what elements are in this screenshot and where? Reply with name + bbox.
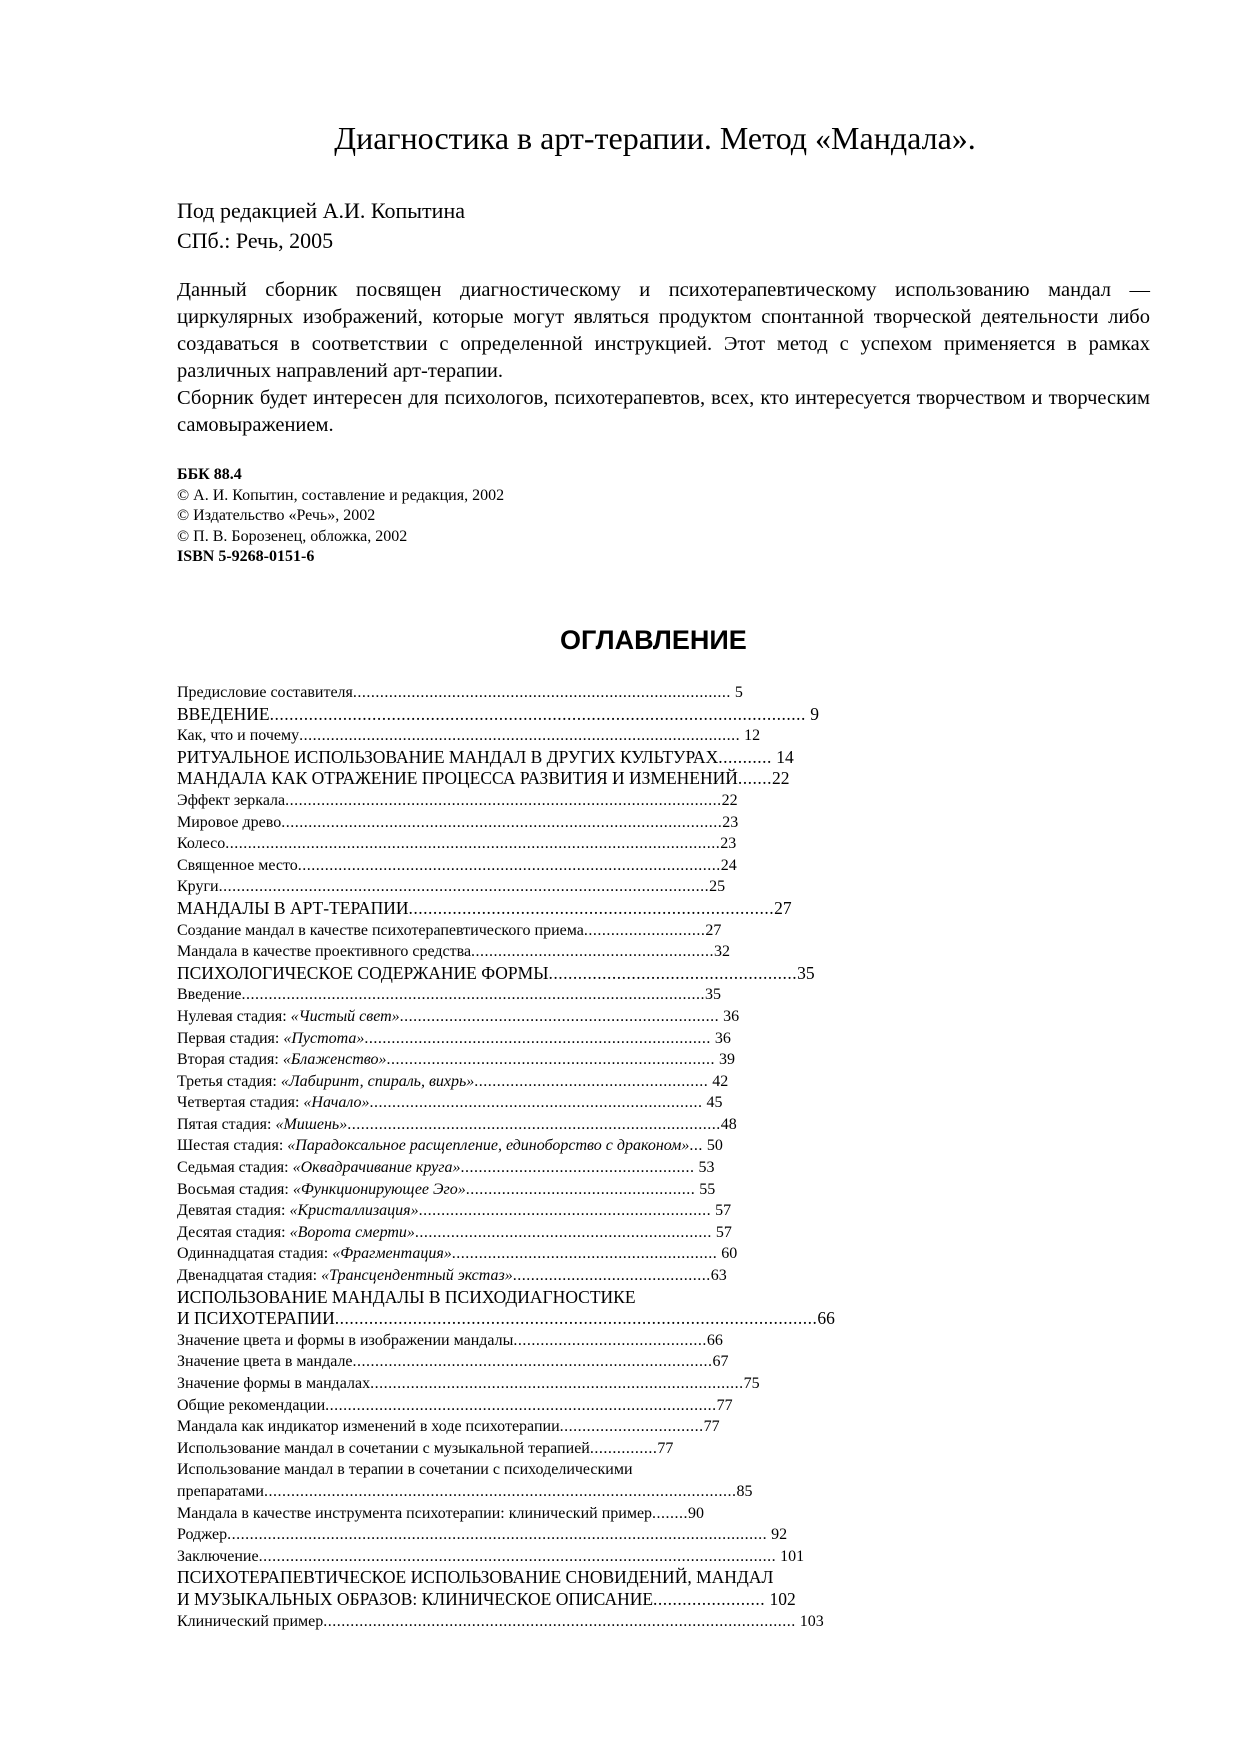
toc-entry-title: препаратами — [177, 1482, 264, 1500]
toc-entry[interactable] — [177, 963, 1137, 985]
toc-entry-title: Шестая стадия: — [177, 1137, 288, 1155]
toc-page-number: 22 — [721, 791, 738, 809]
toc-leader-dots: ............... — [589, 1439, 658, 1457]
toc-entry-title: Создание мандал в качестве психотерапевтического приема — [177, 921, 584, 939]
toc-entry-title-italic: «Оквадрачивание круга» — [292, 1159, 461, 1177]
toc-leader-dots: .......................................................................... — [369, 1094, 703, 1112]
toc-leader-dots: .............................................................................................................. — [225, 835, 721, 853]
toc-entry[interactable] — [177, 1416, 1137, 1438]
toc-entry-title: Круги — [177, 878, 219, 896]
copyright-line: © Издательство «Речь», 2002 — [177, 507, 376, 524]
toc-leader-dots: ................................ — [559, 1418, 704, 1436]
toc-leader-dots: .................................................... — [474, 1072, 709, 1090]
toc-page-number: 50 — [702, 1137, 723, 1155]
toc-leader-dots: ............................................................................................................. — [218, 878, 710, 896]
toc-page-number: 24 — [720, 856, 737, 874]
toc-entry[interactable] — [177, 1567, 1137, 1610]
toc-entry[interactable] — [177, 768, 1137, 790]
toc-entry[interactable] — [177, 1459, 1137, 1502]
toc-entry[interactable] — [177, 984, 1137, 1006]
toc-page-number: 39 — [715, 1051, 736, 1069]
copyright-line: © А. И. Копытин, составление и редакция, 2002 — [177, 486, 505, 504]
toc-page-number: 102 — [765, 1588, 796, 1609]
toc-page-number: 23 — [722, 813, 739, 831]
toc-entry-title: Роджер — [177, 1526, 228, 1544]
toc-page-number: 77 — [716, 1396, 733, 1414]
toc-heading: ОГЛАВЛЕНИЕ — [560, 625, 747, 655]
toc-page-number: 77 — [703, 1418, 720, 1436]
toc-page-number: 36 — [710, 1029, 731, 1047]
toc-entry-title: Предисловие составителя — [177, 684, 353, 701]
toc-leader-dots: ........................................................................................................................ — [227, 1526, 768, 1544]
toc-entry[interactable] — [177, 1114, 1137, 1136]
toc-page-number: 101 — [776, 1547, 805, 1565]
toc-entry[interactable] — [177, 682, 1137, 704]
toc-leader-dots: ........................................................................... — [408, 897, 775, 918]
toc-page-number: 23 — [720, 835, 737, 853]
toc-entry-title-italic: «Кристаллизация» — [289, 1202, 419, 1220]
toc-leader-dots: ................................................................................................................... — [258, 1547, 777, 1565]
toc-entry[interactable] — [177, 1611, 1137, 1633]
toc-entry[interactable] — [177, 855, 1137, 877]
toc-page-number: 75 — [743, 1375, 760, 1392]
toc-leader-dots: ......................................................................... — [386, 1051, 716, 1069]
toc-leader-dots: ....................................................................................... — [325, 1396, 717, 1414]
toc-entry-title: Священное место — [177, 856, 298, 874]
toc-leader-dots: ................................................................................................. — [285, 791, 722, 809]
toc-page-number: 35 — [797, 962, 815, 983]
toc-leader-dots: ........... — [718, 746, 772, 767]
toc-entry-title: Мандала в качестве проективного средства — [177, 943, 472, 961]
toc-leader-dots: ........................................... — [513, 1331, 707, 1349]
toc-entry-title-italic: «Лабиринт, спираль, вихрь» — [280, 1072, 475, 1090]
toc-entry-title-italic: «Ворота смерти» — [289, 1223, 415, 1241]
toc-page-number: 92 — [767, 1526, 788, 1544]
toc-leader-dots: ....................................................................................................... — [241, 986, 705, 1004]
toc-entry-title: Вторая стадия: — [177, 1051, 283, 1069]
toc-page-number: 77 — [657, 1439, 674, 1457]
toc-page-number: 57 — [711, 1223, 732, 1241]
abstract-paragraph: Сборник будет интересен для психологов, психотерапевтов, всех, кто интересуется творчеством и творческим самовыражением. — [177, 387, 1150, 436]
toc-page-number: 9 — [805, 703, 820, 724]
toc-entry-title: Мандала как индикатор изменений в ходе психотерапии — [177, 1418, 560, 1436]
toc-entry-title-italic: «Функционирующее Эго» — [292, 1180, 466, 1198]
toc-page-number: 67 — [712, 1353, 729, 1371]
toc-entry-title: Десятая стадия: — [177, 1223, 290, 1241]
toc-page-number: 57 — [711, 1202, 732, 1220]
toc-entry[interactable] — [177, 1071, 1137, 1093]
toc-entry[interactable] — [177, 1135, 1137, 1157]
toc-leader-dots: ................................................................................... — [370, 1375, 744, 1392]
toc-entry-title: Девятая стадия: — [177, 1202, 290, 1220]
toc-leader-dots: ........ — [652, 1504, 689, 1522]
toc-entry[interactable] — [177, 1006, 1137, 1028]
toc-leader-dots: .............................................................................................. — [297, 856, 721, 874]
toc-entry[interactable] — [177, 1287, 1137, 1330]
toc-entry-title: И ПСИХОТЕРАПИИ — [177, 1308, 335, 1329]
book-title: Диагностика в арт-терапии. Метод «Мандала». — [334, 120, 976, 156]
toc-entry-title: Как, что и почему — [177, 727, 300, 745]
toc-leader-dots: ............................................ — [512, 1267, 711, 1285]
toc-page-number: 32 — [714, 943, 731, 961]
toc-entry-title: Значение цвета в мандале — [177, 1353, 353, 1371]
toc-entry-title: Пятая стадия: — [177, 1115, 276, 1133]
toc-page-number: 14 — [771, 746, 794, 767]
toc-page-number: 48 — [720, 1115, 737, 1133]
toc-page-number: 22 — [772, 768, 790, 789]
toc-entry[interactable] — [177, 812, 1137, 834]
toc-entry[interactable] — [177, 790, 1137, 812]
toc-entry-title: Третья стадия: — [177, 1072, 281, 1090]
toc-entry-title-italic: «Трансцендентный экстаз» — [321, 1267, 513, 1285]
toc-entry[interactable] — [177, 876, 1137, 898]
toc-entry[interactable] — [177, 1049, 1137, 1071]
toc-page-number: 45 — [702, 1094, 723, 1112]
toc-entry-title: Колесо — [177, 835, 226, 853]
toc-page-number: 55 — [695, 1180, 716, 1198]
toc-entry[interactable] — [177, 704, 1137, 726]
toc-entry-title: Седьмая стадия: — [177, 1159, 293, 1177]
toc-entry-title: ПСИХОТЕРАПЕВТИЧЕСКОЕ ИСПОЛЬЗОВАНИЕ СНОВИДЕНИЙ, МАНДАЛ — [177, 1567, 774, 1588]
abstract — [177, 277, 1150, 439]
toc-page-number: 53 — [694, 1159, 715, 1177]
toc-entry[interactable] — [177, 1265, 1137, 1287]
toc-page-number: 35 — [705, 986, 721, 1004]
toc-entry-title: Значение цвета и формы в изображении мандалы — [177, 1331, 514, 1349]
toc-page-number: 12 — [740, 727, 761, 745]
toc-leader-dots: ...................................................... — [471, 943, 715, 961]
toc-leader-dots: .................................................................................................. — [299, 727, 741, 745]
toc-entry[interactable] — [177, 747, 1137, 769]
table-of-contents — [177, 682, 1137, 1632]
publisher-line: СПб.: Речь, 2005 — [177, 228, 334, 253]
toc-entry-title: Четвертая стадия: — [177, 1094, 304, 1112]
toc-entry-title: ИСПОЛЬЗОВАНИЕ МАНДАЛЫ В ПСИХОДИАГНОСТИКЕ — [177, 1286, 636, 1307]
toc-entry[interactable] — [177, 941, 1137, 963]
toc-leader-dots: ......................................................................................................... — [323, 1612, 796, 1630]
toc-page-number: 90 — [688, 1504, 705, 1522]
toc-entry[interactable] — [177, 1546, 1137, 1568]
editor-line: Под редакцией А.И. Копытина — [177, 198, 465, 223]
toc-leader-dots: ... — [689, 1137, 703, 1155]
toc-leader-dots: .................................................... — [460, 1159, 695, 1177]
toc-leader-dots: .................................................................. — [414, 1223, 712, 1241]
toc-leader-dots: ................................................... — [465, 1180, 696, 1198]
toc-entry-title: Эффект зеркала — [177, 791, 286, 809]
toc-entry[interactable] — [177, 1157, 1137, 1179]
toc-leader-dots: ............................................................................. — [364, 1029, 711, 1047]
isbn: ISBN 5-9268-0151-6 — [177, 548, 315, 565]
toc-entry-title: МАНДАЛА КАК ОТРАЖЕНИЕ ПРОЦЕССА РАЗВИТИЯ И ИЗМЕНЕНИЙ — [177, 768, 738, 789]
toc-entry[interactable] — [177, 1222, 1137, 1244]
toc-entry-title: Использование мандал в сочетании с музыкальной терапией — [177, 1439, 590, 1457]
toc-entry-title-italic: «Начало» — [303, 1094, 370, 1112]
toc-entry-title: И МУЗЫКАЛЬНЫХ ОБРАЗОВ: КЛИНИЧЕСКОЕ ОПИСАНИЕ — [177, 1588, 654, 1609]
toc-leader-dots: ....................................................................... — [399, 1007, 720, 1025]
toc-leader-dots: ........................... — [583, 921, 706, 939]
toc-entry[interactable] — [177, 1351, 1137, 1373]
toc-entry[interactable] — [177, 920, 1137, 942]
toc-entry-title: Двенадцатая стадия: — [177, 1267, 322, 1285]
toc-entry-title: РИТУАЛЬНОЕ ИСПОЛЬЗОВАНИЕ МАНДАЛ В ДРУГИХ КУЛЬТУРАХ — [177, 746, 719, 767]
toc-entry-title: Заключение — [177, 1547, 259, 1565]
toc-entry-title-italic: «Блаженство» — [282, 1051, 387, 1069]
toc-entry-title: Значение формы в мандалах — [177, 1375, 371, 1392]
toc-entry[interactable] — [177, 1243, 1137, 1265]
toc-page-number: 27 — [774, 897, 792, 918]
toc-entry-title-italic: «Фрагментация» — [332, 1245, 452, 1263]
toc-leader-dots: ................................................................................................... — [334, 1308, 818, 1329]
toc-page-number: 63 — [710, 1267, 727, 1285]
toc-entry[interactable] — [177, 1373, 1137, 1395]
toc-entry[interactable] — [177, 1395, 1137, 1417]
toc-leader-dots: ................................................................. — [418, 1202, 712, 1220]
abstract-paragraph: Данный сборник посвящен диагностическому и психотерапевтическому использованию мандал — циркулярных изображений, которые могут являться продуктом спонтанной творческой деятельности либо создаваться в соответствии с определенной инструкцией. Этот метод с успехом применяется в рамках различных направлений арт-терапии. — [177, 279, 1150, 382]
toc-leader-dots: .................................................................................... — [352, 684, 731, 701]
toc-entry[interactable] — [177, 898, 1137, 920]
toc-leader-dots: ........................................................... — [451, 1245, 718, 1263]
toc-leader-dots: .................................................................................................. — [281, 813, 723, 831]
toc-entry-title: Использование мандал в терапии в сочетании с психоделическими — [177, 1461, 633, 1479]
toc-leader-dots: .............................................................................................................. — [269, 703, 806, 724]
toc-page-number: 25 — [709, 878, 726, 896]
toc-entry[interactable] — [177, 1438, 1137, 1460]
toc-entry-title: Введение — [177, 986, 242, 1004]
toc-page-number: 5 — [730, 684, 743, 701]
toc-entry-title: ВВЕДЕНИЕ — [177, 703, 270, 724]
toc-entry[interactable] — [177, 833, 1137, 855]
toc-entry-title-italic: «Чистый свет» — [290, 1007, 400, 1025]
toc-entry-title: Первая стадия: — [177, 1029, 284, 1047]
toc-entry-title: Одиннадцатая стадия: — [177, 1245, 333, 1263]
toc-entry[interactable] — [177, 1524, 1137, 1546]
toc-entry[interactable] — [177, 1330, 1137, 1352]
copyright-line: © П. В. Борозенец, обложка, 2002 — [177, 527, 408, 545]
toc-entry-title-italic: «Пустота» — [283, 1029, 365, 1047]
bibliographic-info — [177, 465, 504, 568]
toc-entry[interactable] — [177, 1200, 1137, 1222]
toc-entry[interactable] — [177, 725, 1137, 747]
toc-page-number: 66 — [817, 1308, 835, 1329]
toc-leader-dots: ......................................................................................................... — [264, 1482, 737, 1500]
toc-entry-title: МАНДАЛЫ В АРТ-ТЕРАПИИ — [177, 897, 409, 918]
toc-entry[interactable] — [177, 1503, 1137, 1525]
toc-entry-title: Клинический пример — [177, 1612, 324, 1630]
bbk-code: ББК 88.4 — [177, 466, 242, 483]
toc-entry-title: Общие рекомендации — [177, 1396, 326, 1414]
toc-page-number: 60 — [717, 1245, 738, 1263]
toc-page-number: 27 — [705, 921, 722, 939]
toc-entry-title: Восьмая стадия: — [177, 1180, 293, 1198]
toc-entry-title-italic: «Мишень» — [275, 1115, 348, 1133]
toc-entry-title: Мандала в качестве инструмента психотерапии: клинический пример — [177, 1504, 653, 1522]
toc-page-number: 36 — [719, 1007, 740, 1025]
toc-entry[interactable] — [177, 1179, 1137, 1201]
toc-leader-dots: ................................................................................... — [347, 1115, 721, 1133]
toc-entry[interactable] — [177, 1028, 1137, 1050]
toc-page-number: 85 — [736, 1482, 753, 1500]
toc-entry-title: ПСИХОЛОГИЧЕСКОЕ СОДЕРЖАНИЕ ФОРМЫ — [177, 962, 549, 983]
toc-page-number: 103 — [795, 1612, 824, 1630]
toc-entry-title-italic: «Парадоксальное расщепление, единоборство с драконом» — [287, 1137, 690, 1155]
toc-entry-title: Мировое древо — [177, 813, 282, 831]
toc-leader-dots: ....................... — [653, 1588, 766, 1609]
toc-leader-dots: ....... — [737, 768, 773, 789]
toc-entry-title: Нулевая стадия: — [177, 1007, 291, 1025]
toc-leader-dots: ................................................... — [548, 962, 798, 983]
toc-entry[interactable] — [177, 1092, 1137, 1114]
toc-page-number: 66 — [706, 1331, 723, 1349]
toc-page-number: 42 — [708, 1072, 729, 1090]
toc-leader-dots: ................................................................................ — [352, 1353, 713, 1371]
